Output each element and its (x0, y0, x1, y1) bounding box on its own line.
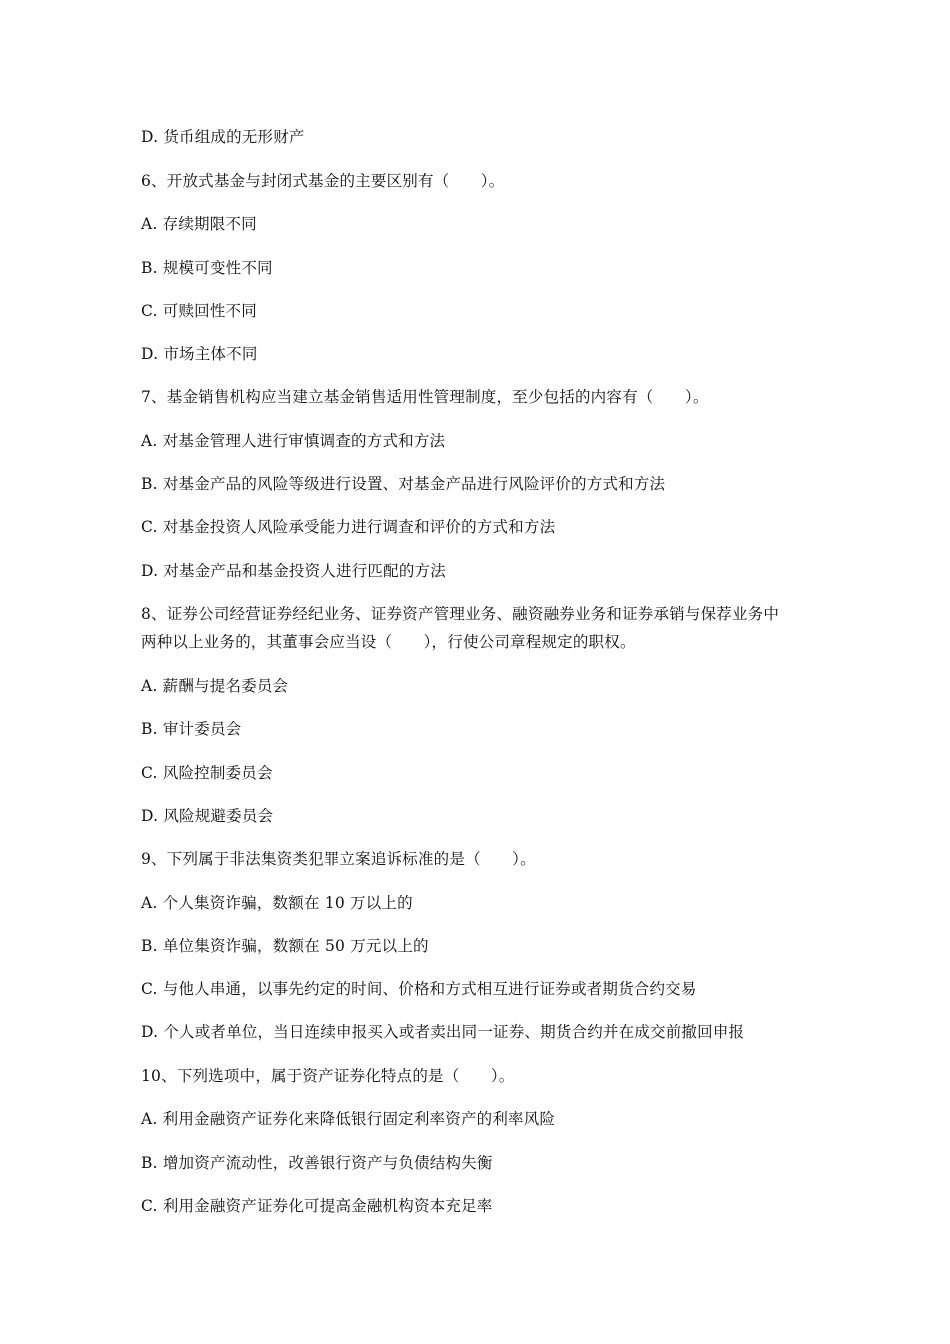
option-8b: B. 审计委员会 (141, 720, 242, 738)
option-8c: C. 风险控制委员会 (141, 764, 273, 782)
option-9d: D. 个人或者单位，当日连续申报买入或者卖出同一证券、期货合约并在成交前撤回申报 (141, 1023, 745, 1041)
option-9a: A. 个人集资诈骗，数额在 10 万以上的 (141, 894, 413, 912)
option-9c: C. 与他人串通，以事先约定的时间、价格和方式相互进行证券或者期货合约交易 (141, 980, 697, 998)
question-10: 10、下列选项中，属于资产证券化特点的是（ ）。 (141, 1067, 515, 1085)
option-7c: C. 对基金投资人风险承受能力进行调查和评价的方式和方法 (141, 518, 556, 536)
question-7: 7、基金销售机构应当建立基金销售适用性管理制度，至少包括的内容有（ ）。 (141, 388, 709, 406)
option-10b: B. 增加资产流动性，改善银行资产与负债结构失衡 (141, 1154, 493, 1172)
option-9b: B. 单位集资诈骗，数额在 50 万元以上的 (141, 937, 429, 955)
question-6: 6、开放式基金与封闭式基金的主要区别有（ ）。 (141, 172, 505, 190)
question-8-line-1: 8、证券公司经营证券经纪业务、证券资产管理业务、融资融券业务和证券承销与保荐业务中 (141, 605, 780, 623)
option-6d: D. 市场主体不同 (141, 345, 258, 363)
option-6a: A. 存续期限不同 (141, 215, 257, 233)
option-6b: B. 规模可变性不同 (141, 259, 273, 277)
option-7d: D. 对基金产品和基金投资人进行匹配的方法 (141, 562, 446, 580)
option-7a: A. 对基金管理人进行审慎调查的方式和方法 (141, 432, 446, 450)
option-6c: C. 可赎回性不同 (141, 302, 257, 320)
option-7b: B. 对基金产品的风险等级进行设置、对基金产品进行风险评价的方式和方法 (141, 475, 666, 493)
option-10c: C. 利用金融资产证券化可提高金融机构资本充足率 (141, 1197, 493, 1215)
option-8a: A. 薪酬与提名委员会 (141, 677, 289, 695)
option-5d: D. 货币组成的无形财产 (141, 128, 305, 146)
question-9: 9、下列属于非法集资类犯罪立案追诉标准的是（ ）。 (141, 850, 536, 868)
option-10a: A. 利用金融资产证券化来降低银行固定利率资产的利率风险 (141, 1110, 556, 1128)
question-8-line-2: 两种以上业务的，其董事会应当设（ ），行使公司章程规定的职权。 (141, 633, 636, 651)
option-8d: D. 风险规避委员会 (141, 807, 274, 825)
